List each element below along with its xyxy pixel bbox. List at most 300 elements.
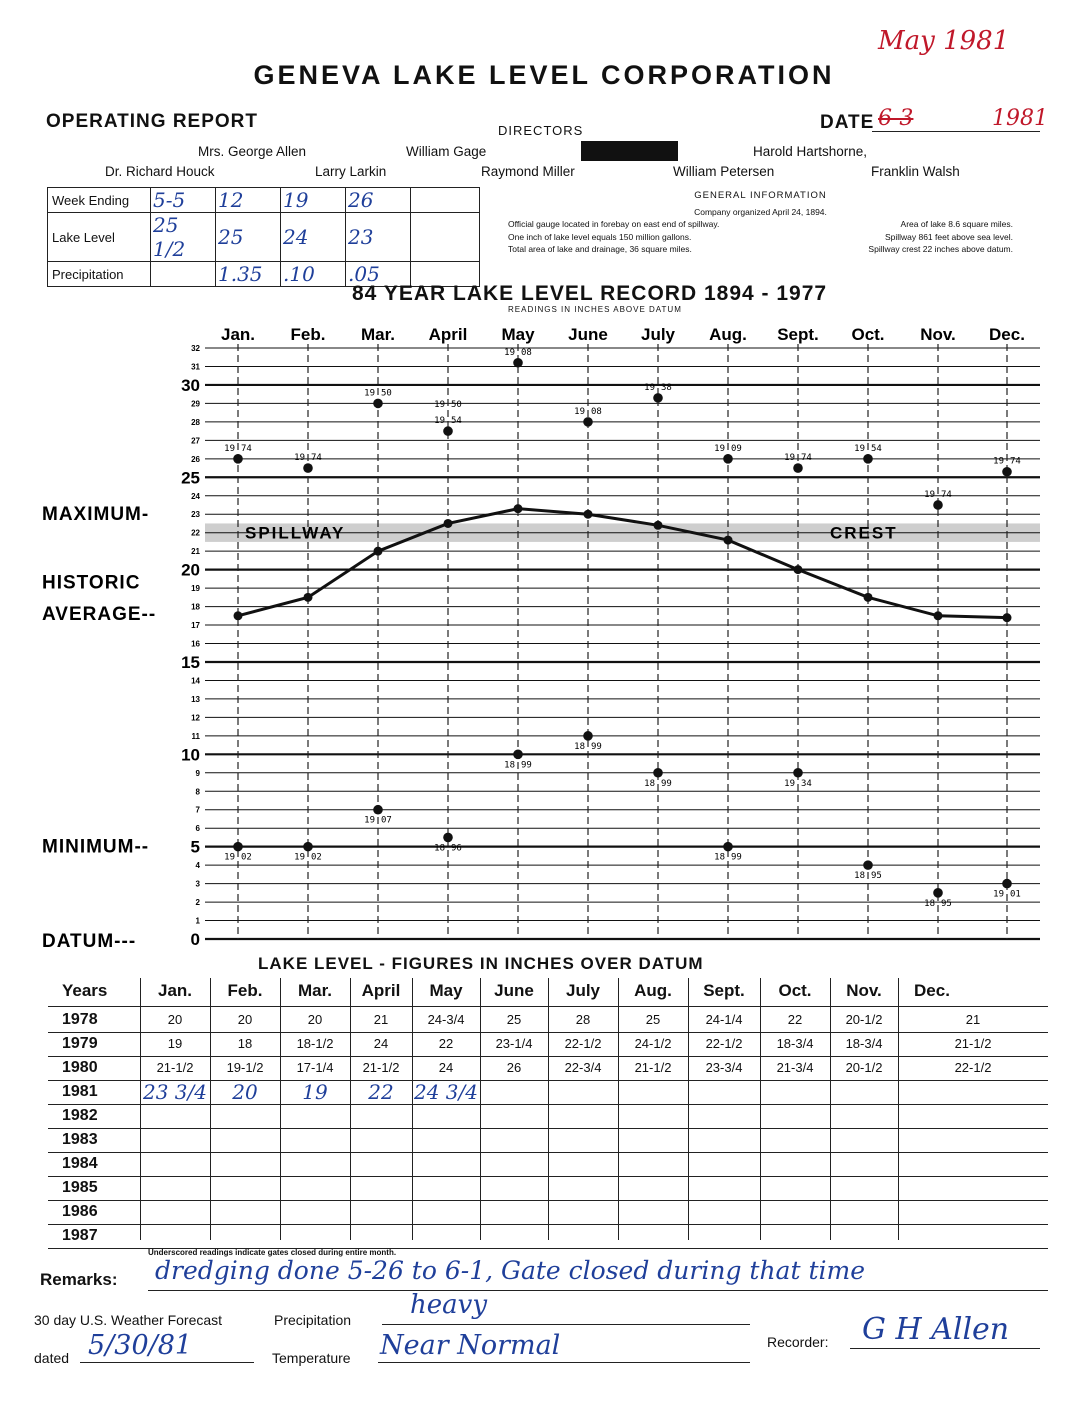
lake-level-cell: [548, 1080, 618, 1104]
lake-level-cell: [760, 1176, 830, 1200]
lake-level-cell: [688, 1152, 760, 1176]
lake-level-cell: 22: [438, 1036, 454, 1051]
lake-level-cell: [140, 1104, 210, 1128]
average-point: [304, 593, 313, 602]
month-header: June: [494, 981, 534, 1000]
minimum-year-label: 19: [364, 815, 375, 826]
lake-level-cell: 20: [237, 1012, 253, 1027]
lake-level-cell: [688, 1080, 760, 1104]
y-tick-label: 19: [191, 584, 200, 594]
lake-level-cell: [280, 1200, 350, 1224]
maximum-year-label: 74: [311, 453, 322, 464]
lake-level-cell: 22: [368, 1080, 394, 1104]
average-point: [794, 565, 803, 574]
lake-level-cell: [760, 1080, 830, 1104]
date-label: DATE: [820, 112, 875, 133]
lake-level-cell: 18-3/4: [776, 1036, 814, 1051]
date-year: 1981: [992, 106, 1048, 131]
row-label: Week Ending: [48, 188, 151, 213]
year-cell: 1979: [62, 1035, 98, 1052]
lake-level-cell: [898, 1224, 1048, 1248]
maximum-year-label: 19: [574, 406, 585, 417]
crest-label: CREST: [830, 523, 898, 543]
month-header: July: [565, 981, 601, 1000]
minimum-point: [933, 888, 943, 898]
row-label: Precipitation: [48, 262, 151, 287]
minimum-point: [373, 805, 383, 815]
average-point: [514, 504, 523, 513]
lake-level-cell: 25: [506, 1012, 522, 1027]
minimum-year-label: 19: [993, 889, 1004, 900]
general-info-heading: GENERAL INFORMATION: [694, 190, 827, 201]
week-ending-cell: 19: [281, 188, 346, 213]
maximum-year-label: 74: [241, 443, 252, 454]
lake-level-cell: [548, 1152, 618, 1176]
precipitation-value: heavy: [410, 1290, 488, 1320]
average-point: [584, 510, 593, 519]
maximum-year-label: 54: [871, 443, 882, 454]
minimum-year-label: 18: [924, 898, 935, 909]
temperature-line: [378, 1362, 750, 1363]
lake-level-cell: [830, 1104, 898, 1128]
y-tick-label: 15: [181, 652, 200, 672]
precipitation-line: [382, 1324, 750, 1325]
lake-level-cell: [350, 1152, 412, 1176]
minimum-year-label: 18: [644, 778, 655, 789]
lake-level-cell: 20: [167, 1012, 183, 1027]
maximum-year-label: 19: [364, 388, 375, 399]
lake-level-cell: [350, 1224, 412, 1248]
y-tick-label: 32: [191, 344, 200, 353]
lake-level-cell: 22-1/2: [705, 1036, 743, 1051]
recorder-signature: G H Allen: [862, 1312, 1010, 1347]
maximum-point: [583, 417, 593, 427]
maximum-point: [443, 426, 453, 436]
lake-level-cell: 19: [167, 1036, 183, 1051]
y-tick-label: 22: [191, 528, 200, 538]
y-tick-label: 3: [195, 879, 200, 889]
lake-level-cell: 24-3/4: [427, 1012, 465, 1027]
maximum-point: [863, 454, 873, 464]
director-name: Larry Larkin: [315, 164, 387, 179]
lake-level-cell: [760, 1104, 830, 1128]
lake-level-cell: 23: [346, 213, 411, 262]
lake-level-cell: 19: [302, 1080, 328, 1104]
maximum-year-label: 50: [381, 388, 392, 399]
y-tick-label: 6: [195, 824, 200, 834]
lake-level-cell: 24-1/4: [705, 1012, 743, 1027]
maximum-year-label: 74: [1010, 456, 1021, 467]
average-point: [864, 593, 873, 602]
year-cell: 1986: [62, 1203, 98, 1220]
lake-level-cell: [688, 1176, 760, 1200]
general-info-gauge: Official gauge located in forebay on east end of spillway.: [508, 219, 720, 229]
average-point: [724, 536, 733, 545]
lake-level-cell: [480, 1152, 548, 1176]
director-name: Raymond Miller: [481, 164, 575, 179]
week-ending-cell: 26: [346, 188, 411, 213]
minimum-year-label: 19: [784, 778, 795, 789]
page-title: GENEVA LAKE LEVEL CORPORATION: [253, 60, 835, 90]
lake-level-cell: 22-1/2: [564, 1036, 602, 1051]
y-tick-label: 8: [195, 787, 200, 797]
minimum-year-label: 18: [854, 871, 865, 882]
lake-level-cell: [898, 1128, 1048, 1152]
month-header: Jan.: [157, 981, 193, 1000]
lake-level-cell: 21-1/2: [954, 1036, 992, 1051]
maximum-year-label: 74: [801, 453, 812, 464]
maximum-year-label: 19: [924, 489, 935, 500]
minimum-year-label: 18: [574, 741, 585, 752]
month-header: Aug.: [709, 325, 747, 344]
lake-level-cell: [898, 1080, 1048, 1104]
lake-level-cell: [898, 1200, 1048, 1224]
lake-level-cell: [760, 1128, 830, 1152]
minimum-point: [1002, 879, 1012, 889]
lake-level-cell: 22: [787, 1012, 803, 1027]
month-header: Sept.: [703, 981, 745, 1000]
general-info-area: Area of lake 8.6 square miles.: [900, 219, 1013, 229]
lake-level-cell: [210, 1200, 280, 1224]
y-tick-label: 17: [191, 621, 200, 631]
lake-level-cell: [548, 1176, 618, 1200]
y-tick-label: 9: [195, 768, 200, 778]
lake-level-cell: [280, 1152, 350, 1176]
month-header: July: [640, 325, 676, 344]
lake-level-cell: 21-3/4: [776, 1060, 814, 1075]
lake-level-cell: [480, 1104, 548, 1128]
minimum-year-label: 18: [504, 760, 515, 771]
minimum-year-label: 96: [451, 843, 462, 854]
minimum-point: [863, 860, 873, 870]
y-tick-label: 16: [191, 639, 200, 649]
y-tick-label: 13: [191, 694, 200, 704]
month-header: Feb.: [290, 325, 326, 344]
average-point: [1003, 613, 1012, 622]
month-header: Mar.: [360, 325, 396, 344]
recorder-label: Recorder:: [767, 1334, 829, 1350]
remarks-label: Remarks:: [40, 1270, 118, 1289]
lake-level-cell: 25: [216, 213, 281, 262]
lake-level-cell: [140, 1176, 210, 1200]
maximum-year-label: 19: [294, 453, 305, 464]
minimum-year-label: 02: [311, 852, 322, 863]
table-title: LAKE LEVEL - FIGURES IN INCHES OVER DATUM: [258, 954, 704, 973]
y-tick-label: 10: [181, 745, 200, 765]
lake-level-cell: [350, 1200, 412, 1224]
year-cell: 1980: [62, 1059, 98, 1076]
lake-level-cell: [210, 1224, 280, 1248]
lake-level-cell: [210, 1128, 280, 1152]
lake-level-cell: [548, 1104, 618, 1128]
lake-level-cell: [350, 1104, 412, 1128]
lake-level-cell: [280, 1224, 350, 1248]
lake-level-cell: 23-3/4: [705, 1060, 743, 1075]
director-name: William Petersen: [673, 164, 775, 179]
maximum-year-label: 19: [854, 443, 865, 454]
lake-level-cell: 21-1/2: [634, 1060, 672, 1075]
dated-line: [80, 1362, 254, 1363]
maximum-year-label: 08: [591, 406, 602, 417]
minimum-year-label: 02: [241, 852, 252, 863]
lake-level-cell: [760, 1152, 830, 1176]
date-value: 6-3: [878, 106, 914, 131]
general-info-inch: One inch of lake level equals 150 million gallons.: [508, 231, 692, 242]
month-header: Sept.: [777, 325, 819, 344]
average-label: AVERAGE--: [42, 603, 157, 625]
lake-level-cell: [618, 1080, 688, 1104]
lake-level-cell: [830, 1176, 898, 1200]
maximum-year-label: 54: [451, 416, 462, 427]
lake-level-cell: [412, 1200, 480, 1224]
historic-label: HISTORIC: [42, 572, 141, 594]
y-tick-label: 28: [191, 417, 200, 427]
month-header: Jan.: [220, 325, 256, 344]
lake-level-cell: [140, 1224, 210, 1248]
lake-level-cell: 22-3/4: [564, 1060, 602, 1075]
lake-level-cell: 21-1/2: [362, 1060, 400, 1075]
y-tick-label: 2: [195, 898, 200, 908]
lake-level-cell: [412, 1176, 480, 1200]
lake-level-cell: 25: [645, 1012, 661, 1027]
maximum-point: [513, 358, 523, 368]
minimum-year-label: 95: [871, 871, 882, 882]
y-tick-label: 23: [191, 510, 200, 520]
lake-level-cell: [830, 1128, 898, 1152]
minimum-point: [443, 833, 453, 843]
month-header: April: [428, 325, 468, 344]
month-header: Oct.: [851, 325, 885, 344]
datum-label: DATUM---: [42, 931, 137, 952]
lake-level-cell: [480, 1128, 548, 1152]
lake-level-cell: 20: [232, 1080, 258, 1104]
precipitation-label: Precipitation: [274, 1312, 352, 1328]
director-name: Franklin Walsh: [871, 164, 960, 179]
month-header: Dec.: [914, 981, 950, 1000]
lake-level-cell: [548, 1200, 618, 1224]
month-header: Mar.: [297, 981, 333, 1000]
y-tick-label: 31: [191, 362, 200, 372]
y-tick-label: 7: [195, 805, 200, 815]
year-cell: 1987: [62, 1227, 98, 1244]
lake-level-cell: 18: [237, 1036, 253, 1051]
lake-level-cell: [618, 1152, 688, 1176]
minimum-point: [723, 842, 733, 852]
dated-label: dated: [34, 1350, 70, 1366]
maximum-point: [373, 399, 383, 409]
lake-level-cell: 21: [965, 1012, 981, 1027]
lake-level-cell: [280, 1176, 350, 1200]
chart-subtitle: READINGS IN INCHES ABOVE DATUM: [508, 305, 682, 314]
minimum-year-label: 99: [521, 760, 532, 771]
lake-level-cell: [830, 1200, 898, 1224]
average-point: [374, 547, 383, 556]
lake-level-cell: [830, 1152, 898, 1176]
precipitation-cell: .10: [281, 262, 346, 287]
minimum-year-label: 07: [381, 815, 392, 826]
average-point: [444, 519, 453, 528]
lake-level-cell: [210, 1104, 280, 1128]
chart-title: 84 YEAR LAKE LEVEL RECORD 1894 - 1977: [352, 282, 828, 305]
lake-level-cell: 24: [438, 1060, 454, 1075]
lake-level-cell: [830, 1080, 898, 1104]
lake-level-cell: 18-3/4: [845, 1036, 883, 1051]
maximum-year-label: 19: [434, 416, 445, 427]
maximum-year-label: 50: [451, 399, 462, 410]
directors-heading: DIRECTORS: [498, 123, 584, 138]
y-tick-label: 1: [195, 916, 200, 926]
month-header: Oct.: [778, 981, 812, 1000]
maximum-year-label: 19: [784, 453, 795, 464]
year-cell: 1984: [62, 1155, 98, 1172]
lake-level-cell: [688, 1200, 760, 1224]
lake-level-cell: [548, 1224, 618, 1248]
lake-level-cell: [210, 1176, 280, 1200]
lake-level-cell: [618, 1128, 688, 1152]
remarks-line: [148, 1290, 1048, 1291]
average-point: [934, 611, 943, 620]
y-tick-label: 20: [181, 560, 200, 580]
minimum-year-label: 19: [294, 852, 305, 863]
minimum-label: MINIMUM--: [42, 836, 150, 858]
lake-level-cell: 23-1/4: [495, 1036, 533, 1051]
lake-level-cell: 24: [373, 1036, 389, 1051]
y-tick-label: 30: [181, 375, 200, 395]
minimum-point: [793, 768, 803, 778]
maximum-point: [1002, 467, 1012, 477]
spillway-label: SPILLWAY: [245, 523, 346, 543]
lake-level-cell: [618, 1176, 688, 1200]
y-tick-label: 18: [191, 602, 200, 612]
lake-level-cell: [480, 1080, 548, 1104]
average-point: [234, 611, 243, 620]
lake-level-cell: 20-1/2: [845, 1060, 883, 1075]
general-info-drainage: Total area of lake and drainage, 36 square miles.: [508, 244, 692, 254]
y-tick-label: 25: [181, 468, 200, 488]
lake-level-cell: [618, 1104, 688, 1128]
lake-level-cell: 20: [307, 1012, 323, 1027]
minimum-year-label: 34: [801, 778, 812, 789]
operating-report-heading: OPERATING REPORT: [46, 111, 258, 132]
year-cell: 1981: [62, 1083, 98, 1100]
month-header: Feb.: [227, 981, 263, 1000]
maximum-point: [303, 463, 313, 473]
lake-level-cell: [210, 1152, 280, 1176]
lake-level-cell: 23 3/4: [143, 1080, 207, 1104]
y-tick-label: 4: [195, 861, 200, 871]
lake-level-cell: [412, 1104, 480, 1128]
maximum-year-label: 19: [434, 399, 445, 410]
lake-level-cell: [350, 1176, 412, 1200]
temperature-value: Near Normal: [380, 1330, 561, 1361]
lake-level-cell: 24: [281, 213, 346, 262]
lake-level-cell: [898, 1176, 1048, 1200]
lake-level-cell: 19-1/2: [226, 1060, 264, 1075]
minimum-year-label: 95: [941, 898, 952, 909]
y-tick-label: 5: [190, 837, 200, 857]
lake-level-cell: [688, 1128, 760, 1152]
lake-level-cell: 24-1/2: [634, 1036, 672, 1051]
minimum-year-label: 18: [434, 843, 445, 854]
year-cell: 1983: [62, 1131, 98, 1148]
month-header: Nov.: [920, 325, 956, 344]
precipitation-cell: .05: [346, 262, 411, 287]
y-tick-label: 0: [190, 930, 200, 949]
maximum-point: [653, 393, 663, 403]
precipitation-cell: 1.35: [216, 262, 281, 287]
lake-level-cell: [898, 1104, 1048, 1128]
lake-level-cell: [760, 1224, 830, 1248]
lake-level-cell: 18-1/2: [296, 1036, 334, 1051]
minimum-year-label: 01: [1010, 889, 1021, 900]
maximum-year-label: 19: [714, 443, 725, 454]
lake-level-cell: [618, 1200, 688, 1224]
temperature-label: Temperature: [272, 1350, 351, 1366]
lake-level-cell: [760, 1200, 830, 1224]
maximum-year-label: 19: [644, 382, 655, 393]
lake-level-cell: 25 1/2: [151, 213, 216, 262]
month-header: Aug.: [634, 981, 672, 1000]
year-cell: 1985: [62, 1179, 98, 1196]
week-ending-cell: 12: [216, 188, 281, 213]
minimum-point: [653, 768, 663, 778]
table-top-line: [48, 1006, 1048, 1007]
y-tick-label: 11: [191, 731, 200, 741]
row-label: Lake Level: [48, 213, 151, 262]
maximum-year-label: 19: [993, 456, 1004, 467]
director-name: William Gage: [406, 144, 487, 159]
lake-level-cell: [830, 1224, 898, 1248]
maximum-label: MAXIMUM-: [42, 504, 150, 526]
month-header: May: [501, 325, 535, 344]
lake-level-cell: [280, 1104, 350, 1128]
y-tick-label: 29: [191, 399, 200, 409]
lake-level-cell: [480, 1176, 548, 1200]
month-header: Nov.: [846, 981, 882, 1000]
forecast-label: 30 day U.S. Weather Forecast: [34, 1312, 223, 1328]
y-tick-label: 26: [191, 454, 200, 464]
dated-value: 5/30/81: [88, 1330, 193, 1361]
lake-level-cell: [140, 1152, 210, 1176]
lake-level-cell: [480, 1200, 548, 1224]
month-annotation: May 1981: [878, 26, 1010, 56]
lake-level-cell: [412, 1128, 480, 1152]
month-header: April: [361, 981, 401, 1000]
maximum-year-label: 38: [661, 382, 672, 393]
recorder-line: [850, 1348, 1040, 1349]
lake-level-cell: 21: [373, 1012, 389, 1027]
general-info-spillway: Spillway 861 feet above sea level.: [884, 231, 1013, 242]
minimum-year-label: 99: [731, 852, 742, 863]
minimum-point: [233, 842, 243, 852]
maximum-point: [933, 500, 943, 510]
week-ending-cell: 5-5: [151, 188, 216, 213]
lake-level-cell: [280, 1128, 350, 1152]
remarks-value: dredging done 5-26 to 6-1, Gate closed during that time: [155, 1256, 865, 1285]
lake-level-cell: [412, 1152, 480, 1176]
lake-level-cell: 20-1/2: [845, 1012, 883, 1027]
minimum-year-label: 19: [224, 852, 235, 863]
director-name: Mrs. George Allen: [198, 144, 307, 159]
y-tick-label: 27: [191, 436, 200, 446]
maximum-year-label: 19: [504, 347, 515, 358]
general-info-organized: Company organized April 24, 1894.: [694, 206, 827, 217]
lake-level-cell: [480, 1224, 548, 1248]
minimum-year-label: 99: [661, 778, 672, 789]
lake-level-cell: 22-1/2: [954, 1060, 992, 1075]
year-cell: 1982: [62, 1107, 98, 1124]
director-name: Harold Hartshorne,: [753, 144, 868, 159]
